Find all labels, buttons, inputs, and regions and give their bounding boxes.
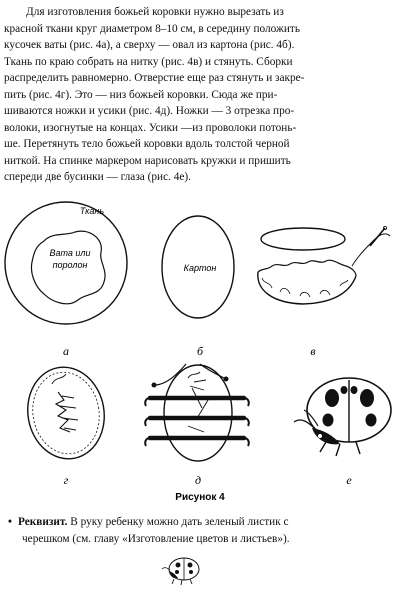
text-line: Ткань по краю собрать на нитку (рис. 4в) и стянуть. Сборки [4, 55, 293, 68]
illustration-legs-antennae [145, 364, 249, 487]
text-line: волоки, изогнутые на концах. Усики —из проволоки потонь- [4, 121, 297, 134]
caption-e: е [346, 473, 352, 487]
wool-label-line1: Вата или [49, 248, 91, 258]
requisite-term: Реквизит. [17, 516, 68, 528]
text-line: распределить равномерно. Отверстие еще раз стянуть и закре- [4, 72, 305, 84]
text-line: ше. Перетянуть тело божьей коровки вдоль толстой черной [4, 138, 290, 150]
requisite-line-2: черешком (см. главу «Изготовление цветов и листьев»). [22, 533, 290, 545]
requisite-line-1 [8, 514, 392, 531]
cardboard-label: Картон [183, 263, 217, 273]
illustration-gathered-bowl [258, 226, 390, 358]
wool-label-line2: поролон [52, 260, 88, 270]
text-line: ниткой. На спинке маркером нарисовать кружки и пришить [4, 154, 291, 167]
caption-v: в [310, 344, 316, 358]
illustration-gathered-bottom [21, 361, 112, 487]
bullet: • [8, 516, 12, 528]
text-line: пить (рис. 4г). Это — низ божьей коровки. Сюда же при- [4, 88, 278, 101]
caption-b: б [196, 344, 204, 358]
figure-4 [0, 185, 400, 510]
caption-d: д [194, 473, 202, 487]
requisite-paragraph [8, 514, 392, 548]
text-line: кусочек ваты (рис. 4а), а сверху — овал из картона (рис. 4б). [4, 39, 295, 51]
figure-title: Рисунок 4 [175, 492, 225, 503]
requisite-text: В руку ребенку можно дать зеленый листик с [67, 516, 289, 528]
text-line: Для изготовления божьей коровки нужно вырезать из [26, 6, 284, 18]
fabric-label: Ткань [79, 206, 105, 216]
caption-g: г [63, 473, 69, 487]
small-ladybug-icon [160, 555, 202, 587]
instruction-paragraph [4, 4, 396, 186]
illustration-ladybug [294, 378, 391, 487]
text-line: красной ткани круг диаметром 8–10 см, в середину положить [4, 22, 300, 35]
illustration-cardboard-oval [162, 216, 234, 358]
text-line: шиваются ножки и усики (рис. 4д). Ножки — 3 отрезка про- [4, 105, 295, 117]
illustration-fabric-circle [5, 202, 127, 358]
text-line: спереди две бусинки — глаза (рис. 4е). [4, 171, 191, 183]
caption-a: а [63, 344, 69, 358]
